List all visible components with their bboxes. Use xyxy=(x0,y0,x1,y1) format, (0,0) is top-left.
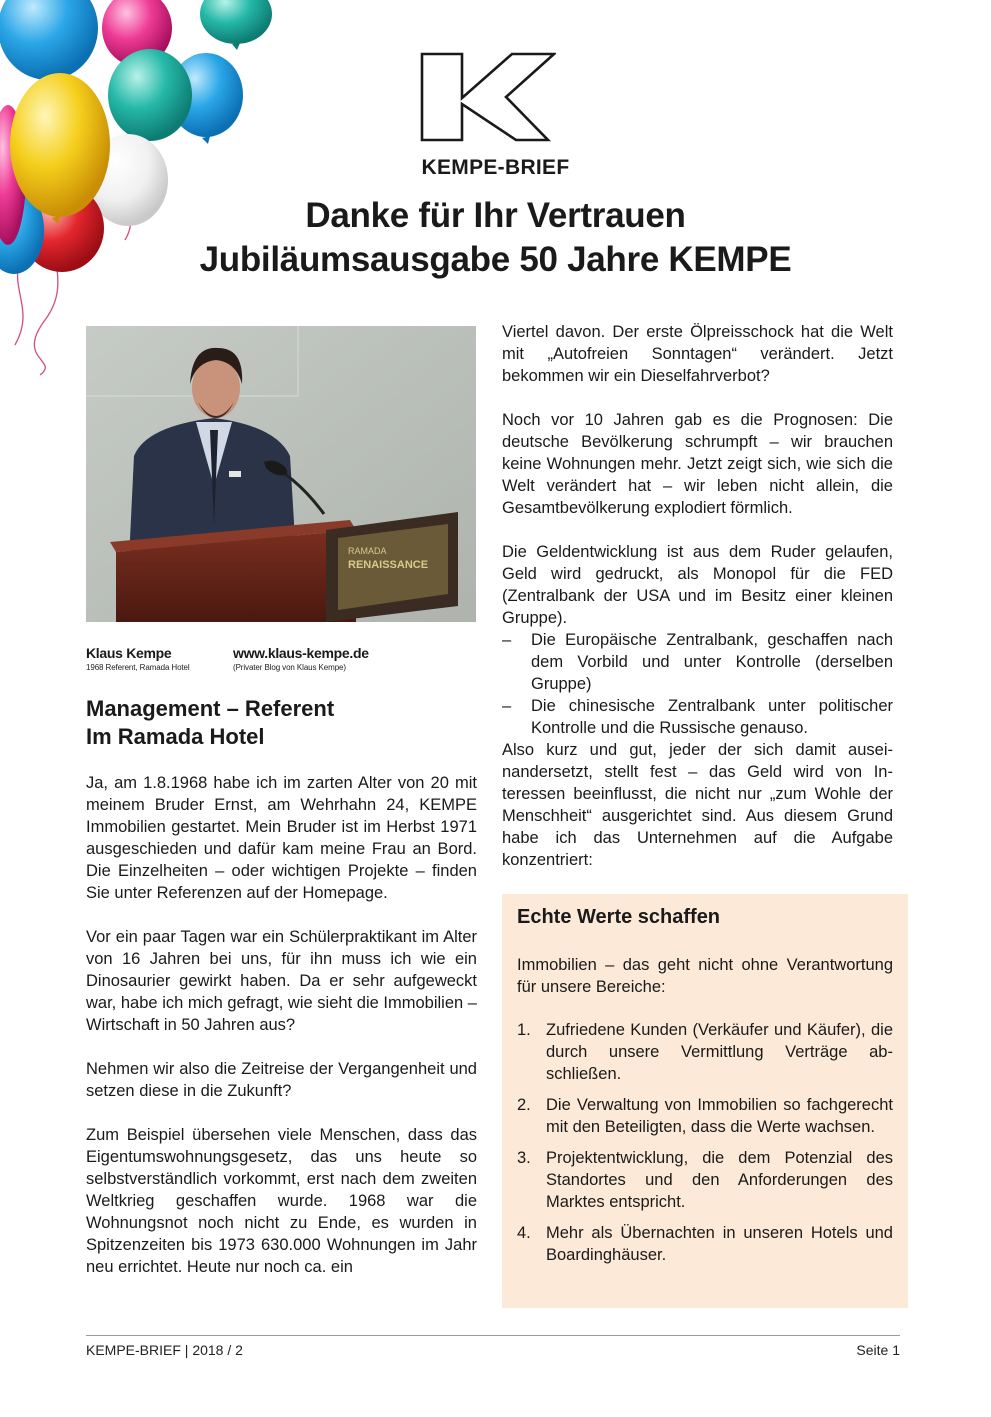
list-item xyxy=(517,1222,893,1266)
section-heading-line-2: Im Ramada Hotel xyxy=(86,724,265,749)
list-text: Zufriedene Kunden (Verkäufer und Käufer), die durch unsere Vermittlung Verträge abschließen. xyxy=(546,1021,893,1083)
list-text: Die Verwaltung von Immobilien so fachgerecht mit den Beteiligten, dass die Werte wachsen. xyxy=(546,1096,893,1136)
footer-issue: KEMPE-BRIEF | 2018 / 2 xyxy=(86,1342,243,1358)
right-column xyxy=(502,321,893,871)
numbered-list xyxy=(517,1019,893,1275)
list-number: 2. xyxy=(517,1096,531,1114)
page-title-line-1: Danke für Ihr Vertrauen xyxy=(305,196,686,235)
caption-url-sub: (Privater Blog von Klaus Kempe) xyxy=(233,663,346,672)
caption-sub: 1968 Referent, Ramada Hotel xyxy=(86,663,190,672)
k-logo-icon xyxy=(420,52,556,142)
paragraph: Noch vor 10 Jahren gab es die Prognosen: Die deutsche Bevölkerung schrumpft – wir brauchen keine Wohnungen mehr. Jetzt zeigt sich, wie sich die Welt verändert hat – wir leben nicht allein, die Gesamtbevölkerung explodiert förmlich. xyxy=(502,411,893,517)
paragraph: Vor ein paar Tagen war ein Schülerpraktikant im Alter von 16 Jahren bei uns, für ihn muss ich wie ein Dinosaurier gewirkt haben. Da er sehr aufgeweckt war, habe ich mich gefragt, wie sieht die Immobilien – Wirtschaft in 50 Jahren aus? xyxy=(86,928,477,1034)
list-item: – Die Europäische Zentralbank, geschaffen nach dem Vorbild und unter Kontrolle (derselben Gruppe) xyxy=(502,629,893,695)
list-text: Mehr als Übernachten in unseren Hotels und Boardinghäuser. xyxy=(546,1224,893,1264)
list-number: 4. xyxy=(517,1224,531,1242)
paragraph: Die Geldentwicklung ist aus dem Ruder gelaufen, Geld wird gedruckt, als Monopol für die FED (Zentralbank der USA und im Besitz einer kleinen Gruppe). xyxy=(502,543,893,627)
dash-list xyxy=(502,629,893,739)
paragraph: Also kurz und gut, jeder der sich damit auseinandersetzt, stellt fest – das Geld wird von Interessen beeinflusst, die nicht nur „zum Wohle der Menschheit“ ausgerichtet sind. Aus diesem Grund habe ich das Unternehmen auf die Aufgabe konzentriert: xyxy=(502,741,893,869)
section-heading-line-1: Management – Referent xyxy=(86,696,335,721)
left-column xyxy=(86,772,477,1300)
list-item xyxy=(517,1147,893,1213)
box-intro: Immobilien – das geht nicht ohne Verantwortung für unsere Bereiche: xyxy=(517,956,893,996)
section-heading xyxy=(86,695,486,751)
list-number: 1. xyxy=(517,1021,531,1039)
brand-name: KEMPE-BRIEF xyxy=(421,156,570,179)
paragraph: Zum Beispiel übersehen viele Menschen, dass das Eigentumswohnungsgesetz, das uns heute so selbstverständlich vorkommt, erst nach dem zweiten Weltkrieg geschaffen wurde. 1968 war die Wohnungsnot noch nicht zu Ende, es wurden in Spitzenzeiten bis 1973 630.000 Wohnungen im Jahr neu errichtet. Heute nur noch ca. ein xyxy=(86,1126,477,1276)
list-number: 3. xyxy=(517,1149,531,1167)
paragraph: Ja, am 1.8.1968 habe ich im zarten Alter von 20 mit meinem Bruder Ernst, am Wehrhahn 24, KEMPE Immobilien gestartet. Mein Bruder ist im Herbst 1971 ausgeschieden und dafür kam meine Frau an Bord. Die Einzelheiten – oder wichtigen Projekte – finden Sie unter Referenzen auf der Homepage. xyxy=(86,774,477,902)
podium-label-1: RAMADA xyxy=(348,546,387,556)
list-item xyxy=(517,1094,893,1138)
speaker-photo xyxy=(86,326,476,622)
caption-url[interactable]: www.klaus-kempe.de xyxy=(233,645,369,661)
box-title: Echte Werte schaffen xyxy=(517,906,721,928)
list-text: Projektentwicklung, die dem Potenzial des Standortes und den Anforderungen des Marktes entspricht. xyxy=(546,1149,893,1211)
list-item: – Die chinesische Zentralbank unter politischer Kontrolle und die Russische genauso. xyxy=(502,695,893,739)
page-title-line-2: Jubiläumsausgabe 50 Jahre KEMPE xyxy=(199,240,792,279)
footer-page-number: Seite 1 xyxy=(856,1342,900,1358)
list-item xyxy=(517,1019,893,1085)
paragraph: Viertel davon. Der erste Ölpreisschock hat die Welt mit „Autofreien Sonntagen“ verändert. Jetzt bekommen wir ein Dieselfahrverbot? xyxy=(502,323,893,385)
podium-label-2: RENAISSANCE xyxy=(348,559,429,571)
footer-divider xyxy=(86,1335,900,1336)
balloons-icon xyxy=(0,0,290,380)
caption-name: Klaus Kempe xyxy=(86,645,172,661)
highlight-box xyxy=(502,894,908,1308)
paragraph: Nehmen wir also die Zeitreise der Vergangenheit und setzen diese in die Zukunft? xyxy=(86,1060,477,1100)
